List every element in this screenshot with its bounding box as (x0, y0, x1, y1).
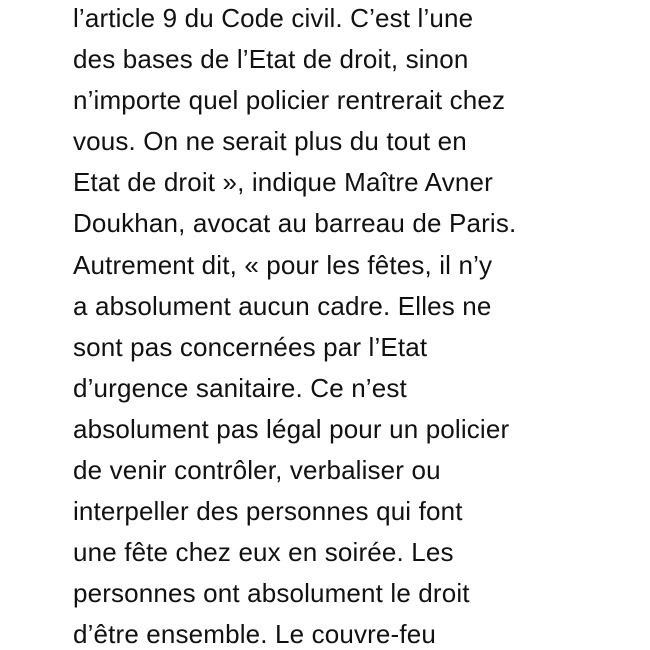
article-line: n’importe quel policier rentrerait chez (73, 85, 506, 116)
article-line: une fête chez eux en soirée. Les (73, 537, 454, 568)
article-line: personnes ont absolument le droit (73, 578, 470, 609)
article-line: de venir contrôler, verbaliser ou (73, 455, 441, 486)
article-line: vous. On ne serait plus du tout en (73, 126, 467, 157)
article-line: sont pas concernées par l’Etat (73, 331, 428, 362)
article-body (73, 0, 643, 650)
article-line: l’article 9 du Code civil. C’est l’une (73, 3, 474, 33)
article-line: Doukhan, avocat au barreau de Paris. (73, 208, 517, 239)
article-line: a absolument aucun cadre. Elles ne (73, 290, 492, 321)
article-line: d’être ensemble. Le couvre-feu (73, 619, 436, 650)
article-line: Autrement dit, « pour les fêtes, il n’y (73, 249, 493, 280)
article-line: d’urgence sanitaire. Ce n’est (73, 372, 407, 403)
article-line: interpeller des personnes qui font (73, 496, 463, 527)
article-line: des bases de l’Etat de droit, sinon (73, 44, 469, 75)
article-line: absolument pas légal pour un policier (73, 413, 510, 444)
article-line: Etat de droit », indique Maître Avner (73, 167, 493, 198)
